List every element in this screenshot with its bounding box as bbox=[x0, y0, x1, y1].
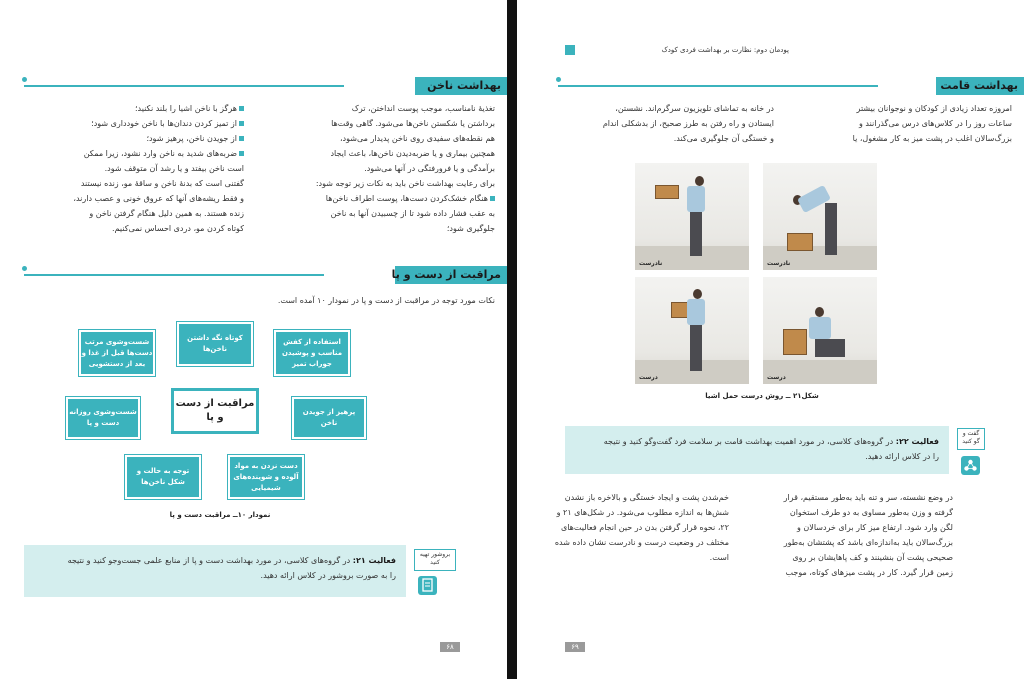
photo-caption-right: درست bbox=[767, 374, 786, 381]
diagram-caption: نمودار ۱۰ــ مراقبت دست و پا bbox=[169, 511, 271, 519]
diagram-center: مراقبت از دست و پا bbox=[171, 388, 259, 434]
text-line: زمین قرار گیرد. کار در پشت میزهای کوتاه، موجب bbox=[785, 568, 953, 577]
text-line: برآمدگی و یا فرورفتگی در آنها می‌شود. bbox=[364, 164, 495, 173]
section-title-posture: بهداشت قامت bbox=[936, 77, 1024, 95]
section-rule-dot bbox=[556, 77, 561, 82]
text-line: همچنین بیماری و یا ضربه‌دیدن ناخن‌ها، باعث ایجاد bbox=[330, 149, 495, 158]
bottom-text-left bbox=[521, 490, 729, 565]
activity-icon-label: گفت و گو کنید bbox=[957, 428, 985, 450]
text-line: کوتاه کردن مو، دردی احساس نمی‌کنیم. bbox=[112, 224, 244, 233]
text-line: برای رعایت بهداشت ناخن باید به نکات زیر توجه شود: bbox=[315, 179, 495, 188]
bullet-item: از جویدن ناخن، پرهیز شود؛ bbox=[24, 131, 244, 146]
photo-standing-wrong bbox=[635, 163, 749, 270]
text-line: ساعات روز را در کلاس‌های درس می‌گذرانند و bbox=[859, 119, 1012, 128]
activity-text: در گروه‌های کلاسی، در مورد اهمیت بهداشت قامت بر سلامت فرد گفت‌وگو کنید و نتیجه bbox=[603, 437, 894, 446]
bottom-text-right bbox=[739, 490, 953, 580]
text-line: مختلف در وضعیت درست و نادرست نشان داده شده bbox=[554, 538, 729, 547]
diagram-box-no-nail-biting: پرهیز از جویدن ناخن bbox=[292, 397, 366, 439]
discussion-icon bbox=[961, 456, 980, 475]
text-line: در وضع نشسته، سر و تنه باید به‌طور مستقیم، قرار bbox=[783, 493, 953, 502]
text-line: زنده هستند. به همین دلیل هنگام گرفتن ناخن و bbox=[89, 209, 244, 218]
section-rule-dot bbox=[22, 266, 27, 271]
posture-text-left bbox=[558, 101, 774, 146]
module-header: پودمان دوم: نظارت بر بهداشت فردی کودک bbox=[661, 46, 789, 54]
text-line: لگن وارد شود. ارتفاع میز کار برای خردسالان و bbox=[796, 523, 953, 532]
bullet-item: هنگام خشک‌کردن دست‌ها، پوست اطراف ناخن‌ها bbox=[267, 191, 495, 206]
page-number: ۶۸ bbox=[440, 642, 460, 652]
activity-21 bbox=[24, 545, 406, 597]
text-line: نکات مورد توجه در مراقبت از دست و پا در نمودار ۱۰ آمده است. bbox=[277, 296, 495, 305]
nail-text-left bbox=[24, 101, 244, 236]
text-line: شش‌ها به اندازه مطلوب می‌شود. در شکل‌های ۲۱ و bbox=[556, 508, 729, 517]
text-line: به عقب فشار داده شود تا از چسبیدن آنها به ناخن bbox=[330, 209, 495, 218]
section-title-hand-foot: مراقبت از دست و پا bbox=[395, 266, 507, 284]
activity-icon-label: بروشور تهیه کنید bbox=[414, 549, 456, 571]
diagram-box-nail-shape: توجه به حالت و شکل ناخن‌ها bbox=[125, 455, 201, 499]
diagram-box-daily-wash: شست‌وشوی روزانه دست و پا bbox=[66, 397, 140, 439]
diagram-box-shoes-socks: استفاده از کفش مناسب و پوشیدن جوراب تمیز bbox=[274, 330, 350, 376]
nail-text-right bbox=[267, 101, 495, 236]
diagram-box-short-nails: کوتاه نگه داشتن ناخن‌ها bbox=[177, 322, 253, 366]
section-rule bbox=[558, 85, 878, 87]
text-line: جلوگیری شود؛ bbox=[446, 224, 495, 233]
left-page bbox=[0, 0, 507, 679]
text-line: هم نقطه‌های سفیدی روی ناخن پدیدار می‌شود، bbox=[339, 134, 495, 143]
text-line: ۲۲، نحوه قرار گرفتن بدن در حین انجام فعالیت‌های bbox=[560, 523, 729, 532]
brochure-icon bbox=[418, 576, 437, 595]
section-rule bbox=[24, 85, 344, 87]
bullet-item: از تمیز کردن دندان‌ها با ناخن خودداری شود؛ bbox=[24, 116, 244, 131]
activity-text: را به صورت بروشور در کلاس ارائه دهید. bbox=[260, 571, 396, 580]
text-line: در خانه به تماشای تلویزیون سرگرم‌اند. نشستن، bbox=[615, 104, 774, 113]
figure-caption: شکل۲۱ ــ روش درست حمل اشیا bbox=[705, 392, 819, 400]
text-line: بزرگ‌سالان اغلب در پشت میز به کار مشغول، یا bbox=[852, 134, 1012, 143]
text-line: و فقط ریشه‌های آنها که عروق خونی و عصب دارند، bbox=[73, 194, 244, 203]
activity-text: را در کلاس ارائه دهید. bbox=[865, 452, 939, 461]
page-number: ۶۹ bbox=[565, 642, 585, 652]
section-rule-dot bbox=[22, 77, 27, 82]
photo-squat-right bbox=[763, 277, 877, 384]
activity-label: فعالیت ۲۱: bbox=[352, 556, 396, 565]
bullet-item: ضربه‌های شدید به ناخن وارد نشود، زیرا ممکن bbox=[24, 146, 244, 161]
photo-caption-wrong: نادرست bbox=[639, 260, 663, 267]
diagram-box-wash-hands: شست‌وشوی مرتب دست‌ها قبل از غذا و بعد از دستشویی bbox=[79, 330, 155, 376]
book-spine bbox=[507, 0, 517, 679]
text-line: است ناخن بیفتد و یا رشد آن متوقف شود. bbox=[104, 164, 244, 173]
section-title-nail: بهداشت ناخن bbox=[415, 77, 507, 95]
activity-label: فعالیت ۲۲: bbox=[895, 437, 939, 446]
diagram-box-chemicals: دست نزدن به مواد آلوده و شوینده‌های شیمیایی bbox=[228, 455, 304, 499]
text-line: خم‌شدن پشت و ایجاد خستگی و بالاخره باز نشدن bbox=[564, 493, 729, 502]
text-line: برداشتن یا شکستن ناخن‌ها می‌شود. گاهی وقت‌ها bbox=[331, 119, 495, 128]
activity-22 bbox=[565, 426, 949, 474]
text-line: ایستادن و راه رفتن به طرز صحیح، از بدشکلی اندام bbox=[602, 119, 774, 128]
text-line: صحیحی پشت آن بنشینند و کف پاهایشان بر روی bbox=[792, 553, 953, 562]
text-line: است. bbox=[709, 553, 729, 562]
photo-bending-wrong bbox=[763, 163, 877, 270]
photo-standing-right bbox=[635, 277, 749, 384]
header-marker bbox=[565, 45, 575, 55]
right-page bbox=[517, 0, 1024, 679]
text-line: گرفته و وزن به‌طور مساوی به دو طرف استخوان bbox=[789, 508, 953, 517]
photo-caption-right: درست bbox=[639, 374, 658, 381]
hand-foot-intro bbox=[35, 293, 495, 308]
section-rule bbox=[24, 274, 324, 276]
text-line: گفتنی است که بدنهٔ ناخن و ساقهٔ مو، زنده نیستند bbox=[80, 179, 244, 188]
text-line: و خستگی آن جلوگیری می‌کند. bbox=[673, 134, 774, 143]
photo-caption-wrong: نادرست bbox=[767, 260, 791, 267]
bullet-item: هرگز با ناخن اشیا را بلند نکنید؛ bbox=[24, 101, 244, 116]
text-line: تغذیهٔ نامناسب، موجب پوست انداختن، ترک bbox=[351, 104, 495, 113]
posture-text-right bbox=[784, 101, 1012, 146]
text-line: امروزه تعداد زیادی از کودکان و نوجوانان بیشتر bbox=[856, 104, 1012, 113]
activity-text: در گروه‌های کلاسی، در مورد بهداشت دست و پا از منابع علمی جست‌وجو کنید و نتیجه bbox=[67, 556, 351, 565]
text-line: بزرگ‌سالان باید به‌اندازه‌ای باشد که پشتشان به‌طور bbox=[783, 538, 953, 547]
